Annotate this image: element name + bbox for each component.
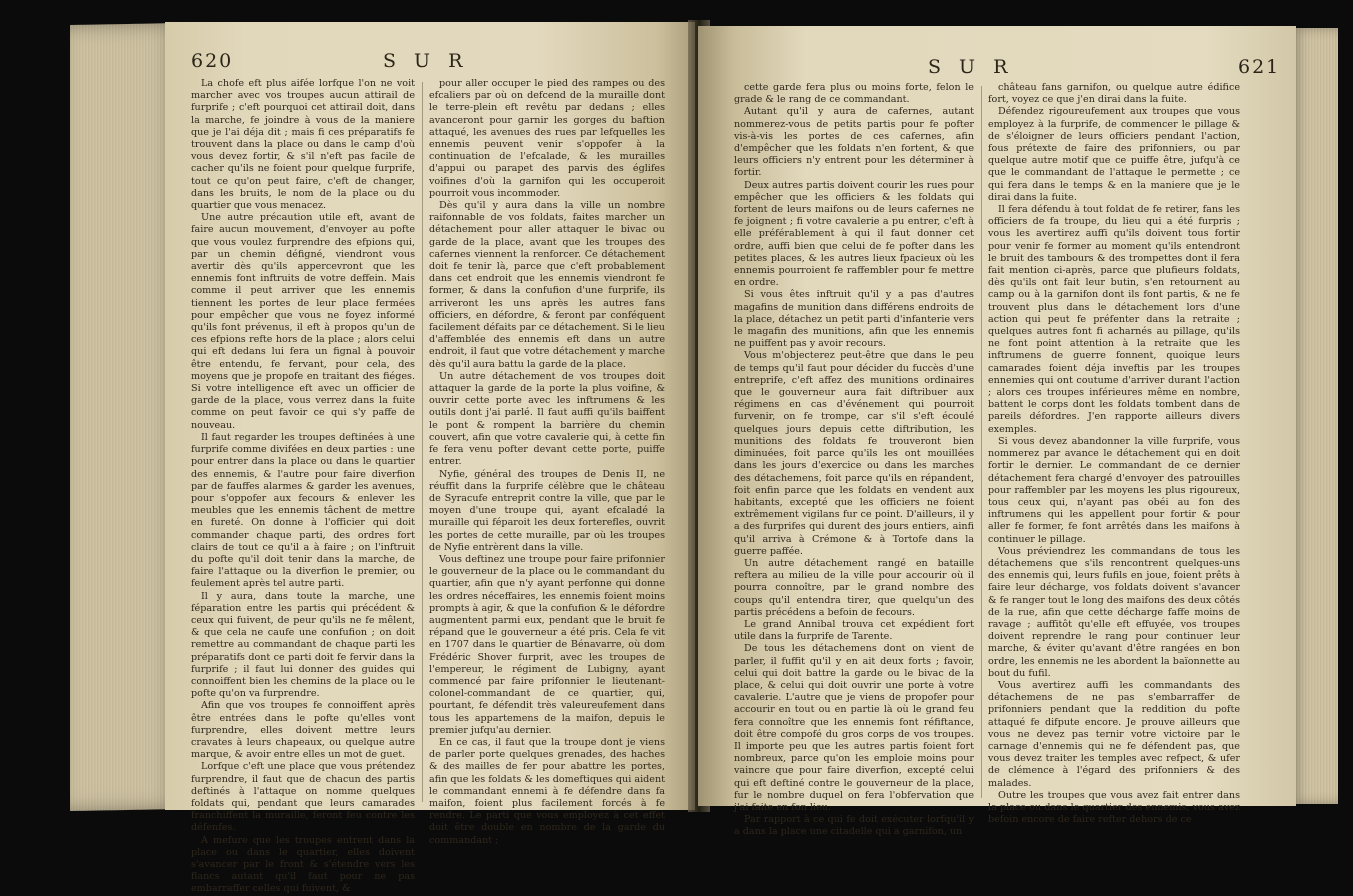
paragraph: Défendez rigoureufement aux troupes que vous employez à la furprife, de commencer le pillage & de s'éloigner de leurs officiers pendant l'action, fous prétexte de faire des prifonniers, ou par quelque autre motif que ce puiffe être, jufqu'à ce que le commandant de l'attaque le permette ; ce qui fera dans le temps & en la maniere que je le dirai dans la fuite. <box>988 106 1240 203</box>
paragraph: Lorfque c'eft une place que vous prétendez furprendre, il faut que de chacun des partis deftinés à l'attaque on nomme quelques foldats qui, pendant que leurs camarades franchiffent la muraille, feront feu contre les défenfes. <box>191 761 415 834</box>
left-page-header <box>165 50 695 74</box>
right-page-column-2 <box>988 82 1240 826</box>
paragraph: En ce cas, il faut que la troupe dont je viens de parler porte quelques grenades, des haches & des mailles de fer pour abattre les portes, afin que les foldats & les domeftiques qui aident le commandant ennemi à fe défendre dans fa maifon, foient plus facilement forcés à fe rendre. Le parti que vous employez à cet effet doit être double en nombre de la garde du commandant ; <box>429 736 665 846</box>
paragraph: Il faut regarder les troupes deftinées à une furprife comme divifées en deux parties : une pour entrer dans la place ou dans le quartier des ennemis, & l'autre pour faire diverfion par de fauffes alarmes & garder les avenues, pour s'oppofer aux fecours & enlever les meubles que les ennemis tâchent de mettre en fureté. On donne à l'officier qui doit commander chaque parti, des ordres fort clairs de tout ce qu'il a à faire ; on l'inftruit du pofte qu'il doit tenir dans la marche, de faire l'attaque ou la diverfion le premier, ou feulement après tel autre parti. <box>191 431 415 590</box>
column-rule <box>422 82 423 802</box>
paragraph: Dès qu'il y aura dans la ville un nombre raifonnable de vos foldats, faites marcher un détachement pour aller attaquer le bivac ou garde de la place, avant que les troupes des cafernes viennent la renforcer. Ce détachement doit fe tenir là, parce que c'eft probablement dans cet endroit que les ennemis viendront fe former, & dans la confufion d'une furprife, ils arriveront les uns après les autres fans officiers, en défordre, & feront par conféquent facilement défaits par ce détachement. Si le lieu d'affemblée des ennemis eft dans un autre endroit, il faut que votre détachement y marche dès qu'il aura battu la garde de la place. <box>429 200 665 370</box>
page-number: 620 <box>191 50 234 72</box>
paragraph: Vous deftinez une troupe pour faire prifonnier le gouverneur de la place ou le commandant du quartier, afin que n'y ayant perfonne qui donne les ordres néceffaires, les ennemis foient moins prompts à agir, & que la confufion & le défordre augmentent parmi eux, pendant que le bruit fe répand que le gouverneur a été pris. Cela fe vit en 1707 dans le quartier de Bénavarre, où dom Frédéric Shover furprit, avec les troupes de l'empereur, le régiment de Lubigny, ayant commencé par faire prifonnier le lieutenant-colonel-commandant de ce quartier, qui, pourtant, fe défendit très valeureufement dans tous les appartemens de la maifon, depuis le premier jufqu'au dernier. <box>429 553 665 736</box>
paragraph: A mefure que les troupes entrent dans la place ou dans le quartier, elles doivent s'avancer par le front & s'étendre vers les flancs autant qu'il faut pour ne pas embarraffer celles qui fuivent, & <box>191 834 415 895</box>
paragraph: cette garde fera plus ou moins forte, felon le grade & le rang de ce commandant. <box>734 82 974 106</box>
left-page <box>165 22 695 895</box>
paragraph: Le grand Annibal trouva cet expédient fort utile dans la furprife de Tarente. <box>734 618 974 643</box>
right-page-header <box>698 56 1296 80</box>
paragraph: Un autre détachement de vos troupes doit attaquer la garde de la porte la plus voifine, & ouvrir cette porte avec les inftrumens & les outils dont j'ai parlé. Il faut auffi qu'ils baiffent le pont & rompent la barrière du chemin couvert, afin que votre cavalerie qui, à cette fin fe fera venu pofter devant cette porte, puiffe entrer. <box>429 370 665 468</box>
paragraph: Par rapport à ce qui fe doit exécuter lorfqu'il y a dans la place une citadelle qui a garnifon, un <box>734 814 974 838</box>
paragraph: Nyfie, général des troupes de Denis II, ne réuffit dans la furprife célèbre que le château de Syracufe entreprit contre la ville, que par le moyen d'une troupe qui, ayant efcaladé la muraille qui féparoit les deux forterefles, ouvrit les portes de cette muraille, par où les troupes de Nyfie entrèrent dans la ville. <box>429 468 665 553</box>
paragraph: Une autre précaution utile eft, avant de faire aucun mouvement, d'envoyer au pofte que vous voulez furprendre des efpions qui, par un chemin défigné, viendront vous avertir dès qu'ils appercevront que les ennemis font inftruits de votre deffein. Mais comme il peut arriver que les ennemis tiennent les portes de leur place fermées pour empêcher que vous ne foyez informé qu'ils font prévenus, il eft à propos qu'un de ces efpions refte hors de la place ; alors celui qui eft dedans lui fera un fignal à pouvoir être entendu, fe fervant, pour cela, des moyens que je propofe en traitant des fiéges. Si votre intelligence eft avec un officier de garde de la place, vous verrez dans la fuite comme on peut favoir ce qui s'y paffe de nouveau. <box>191 212 415 431</box>
paragraph: château fans garnifon, ou quelque autre édifice fort, voyez ce que j'en dirai dans la fuite. <box>988 82 1240 106</box>
running-title: S U R <box>928 56 1014 78</box>
paragraph: Afin que vos troupes fe connoiffent après être entrées dans le pofte qu'elles vont furprendre, elles doivent mettre leurs cravates à leurs chapeaux, ou quelque autre marque, & avoir entre elles un mot de guet. <box>191 700 415 761</box>
paragraph: Outre les troupes que vous avez fait entrer dans la place ou dans le quartier des ennemis, vous avez befoin encore de faire refter dehors de ce <box>988 789 1240 826</box>
column-rule <box>981 86 982 798</box>
paragraph: Autant qu'il y aura de cafernes, autant nommerez-vous de petits partis pour fe pofter vis-à-vis les portes de ces cafernes, afin d'empêcher que les foldats n'en fortent, & que leurs officiers n'y entrent pour les déterminer à fortir. <box>734 106 974 179</box>
paragraph: Un autre détachement rangé en bataille reftera au milieu de la ville pour accourir où il pourra connoître, par le grand nombre des coups qu'il entendra tirer, que quelqu'un des partis précédens a befoin de fecours. <box>734 557 974 618</box>
page-number: 621 <box>1238 56 1281 78</box>
right-page-column-1 <box>734 82 974 838</box>
running-title: S U R <box>383 50 469 72</box>
paragraph: Deux autres partis doivent courir les rues pour empêcher que les officiers & les foldats qui fortent de leurs maifons ou de leurs cafernes ne fe joignent ; fi votre cavalerie a pu entrer, c'eft à elle préférablement à qui il faut donner cet ordre, auffi bien que celui de fe pofter dans les petites places, & les autres lieux fpacieux où les ennemis pourroient fe raffembler pour fe mettre en ordre. <box>734 179 974 289</box>
right-page-edges <box>1290 28 1338 804</box>
right-page <box>698 26 1296 838</box>
paragraph: La chofe eft plus aifée lorfque l'on ne voit marcher avec vos troupes aucun attirail de furprife ; c'eft pourquoi cet attirail doit, dans la marche, fe joindre à vous de la maniere que je l'ai déja dit ; mais fi ces préparatifs fe trouvent dans la place ou dans le camp d'où vous devez fortir, & s'il n'eft pas facile de cacher qu'ils ne foient pour quelque furprife, tout ce qu'on peut faire, c'eft de changer, dans les bruits, le nom de la place ou du quartier que vous menacez. <box>191 78 415 212</box>
left-page-edges <box>70 23 180 811</box>
paragraph: pour aller occuper le pied des rampes ou des efcaliers par où on defcend de la muraille dont le terre-plein eft revêtu par dedans ; elles avanceront pour garnir les gorges du baftion attaqué, les avenues des rues par lefquelles les ennemis peuvent venir s'oppofer à la continuation de l'efcalade, & les murailles d'appui ou parapet des parvis des églifes voifines d'où la garnifon qui les occuperoit pourroit vous incommoder. <box>429 78 665 199</box>
left-page-column-1 <box>191 78 415 895</box>
paragraph: Si vous êtes inftruit qu'il y a pas d'autres magafins de munition dans différens endroits de la place, détachez un petit parti d'infanterie vers le magafin des munitions, afin que les ennemis ne puiffent pas y avoir recours. <box>734 289 974 350</box>
paragraph: Vous avertirez auffi les commandants des détachemens de ne pas s'embarraffer de prifonniers pendant que la reddition du pofte attaqué fe difpute encore. Je prouve ailleurs que vous ne devez pas ternir votre victoire par le carnage d'ennemis qui ne fe défendent pas, que vous devez traiter les temples avec refpect, & ufer de clémence à l'égard des prifonniers & des malades. <box>988 679 1240 789</box>
paragraph: De tous les détachemens dont on vient de parler, il fuffit qu'il y en ait deux forts ; favoir, celui qui doit battre la garde ou le bivac de la place, & celui qui doit ouvrir une porte à votre cavalerie. L'autre que je viens de propofer pour accourir en tout ou en partie là où le grand feu fera connoître que les ennemis font réfiftance, doit être compofé du gros corps de vos troupes. Il importe peu que les autres partis foient fort nombreux, parce qu'on les emploie moins pour vaincre que pour faire diverfion, excepté celui qui eft deftiné contre le gouverneur de la place, fur le nombre duquel on fera l'obfervation que j'ai faite en fon lieu. <box>734 643 974 813</box>
paragraph: Vous préviendrez les commandans de tous les détachemens que s'ils rencontrent quelques-uns des ennemis qui, leurs fufils en joue, foient prêts à faire leur décharge, vos foldats doivent s'avancer & fe ranger tout le long des maifons des deux côtés de la rue, afin que cette décharge faffe moins de ravage ; auffitôt qu'elle eft effuyée, vos troupes doivent reprendre le rang pour continuer leur marche, & éviter qu'avant d'être rangées en bon ordre, les ennemis ne les abordent la baïonnette au bout du fufil. <box>988 545 1240 679</box>
paragraph: Il y aura, dans toute la marche, une féparation entre les partis qui précédent & ceux qui fuivent, de peur qu'ils ne fe mêlent, & que cela ne caufe une confufion ; on doit remettre au commandant de chaque parti les préparatifs dont ce parti doit fe fervir dans la furprife ; il faut lui donner des guides qui connoiffent bien les chemins de la place ou le pofte qu'on va furprendre. <box>191 590 415 700</box>
paragraph: Il fera défendu à tout foldat de fe retirer, fans les officiers de fa troupe, du lieu qui a été furpris ; vous les avertirez auffi qu'ils doivent tous fortir pour venir fe former au moment qu'ils entendront le bruit des tambours & des trompettes dont il fera fait mention ci-après, parce que plufieurs foldats, dès qu'ils ont fait leur butin, s'en retournent au camp ou à la garnifon dont ils font partis, & ne fe trouvent plus dans le détachement lors d'une action qui peut fe préfenter dans la retraite ; quelques autres font fi acharnés au pillage, qu'ils ne font point attention à la retraite que les inftrumens de guerre fonnent, quoique leurs camarades foient déja inveftis par les troupes ennemies qui ont coutume d'arriver durant l'action ; alors ces troupes inférieures même en nombre, battent le corps dont les foldats tombent dans de pareils défordres. J'en rapporte ailleurs divers exemples. <box>988 204 1240 435</box>
paragraph: Si vous devez abandonner la ville furprife, vous nommerez par avance le détachement qui en doit fortir le dernier. Le commandant de ce dernier détachement fera chargé d'envoyer des patrouilles pour raffembler par les moyens les plus rigoureux, tous ceux qui, n'ayant pas obéi au fon des inftrumens qui les appellent pour fortir & pour aller fe former, fe font arrêtés dans les maifons à continuer le pillage. <box>988 435 1240 545</box>
paragraph: Vous m'objecterez peut-être que dans le peu de temps qu'il faut pour décider du fuccès d'une entreprife, c'eft affez des munitions ordinaires que le gouverneur aura fait diftribuer aux régimens en cas d'événement qui pourroit furvenir, on fe trompe, car s'il s'eft écoulé quelques jours depuis cette diftribution, les munitions des foldats fe trouveront bien diminuées, foit parce qu'ils les ont mouillées dans les jours d'exercice ou dans les marches des détachemens, foit parce qu'ils en répandent, foit enfin parce que les foldats en vendent aux habitants, excepté que les officiers ne foient extrêmement vigilans fur ce point. D'ailleurs, il y a des furprifes qui durent des jours entiers, ainfi qu'il arriva à Crémone & à Tortofe dans la guerre paffée. <box>734 350 974 557</box>
left-page-column-2 <box>429 78 665 846</box>
